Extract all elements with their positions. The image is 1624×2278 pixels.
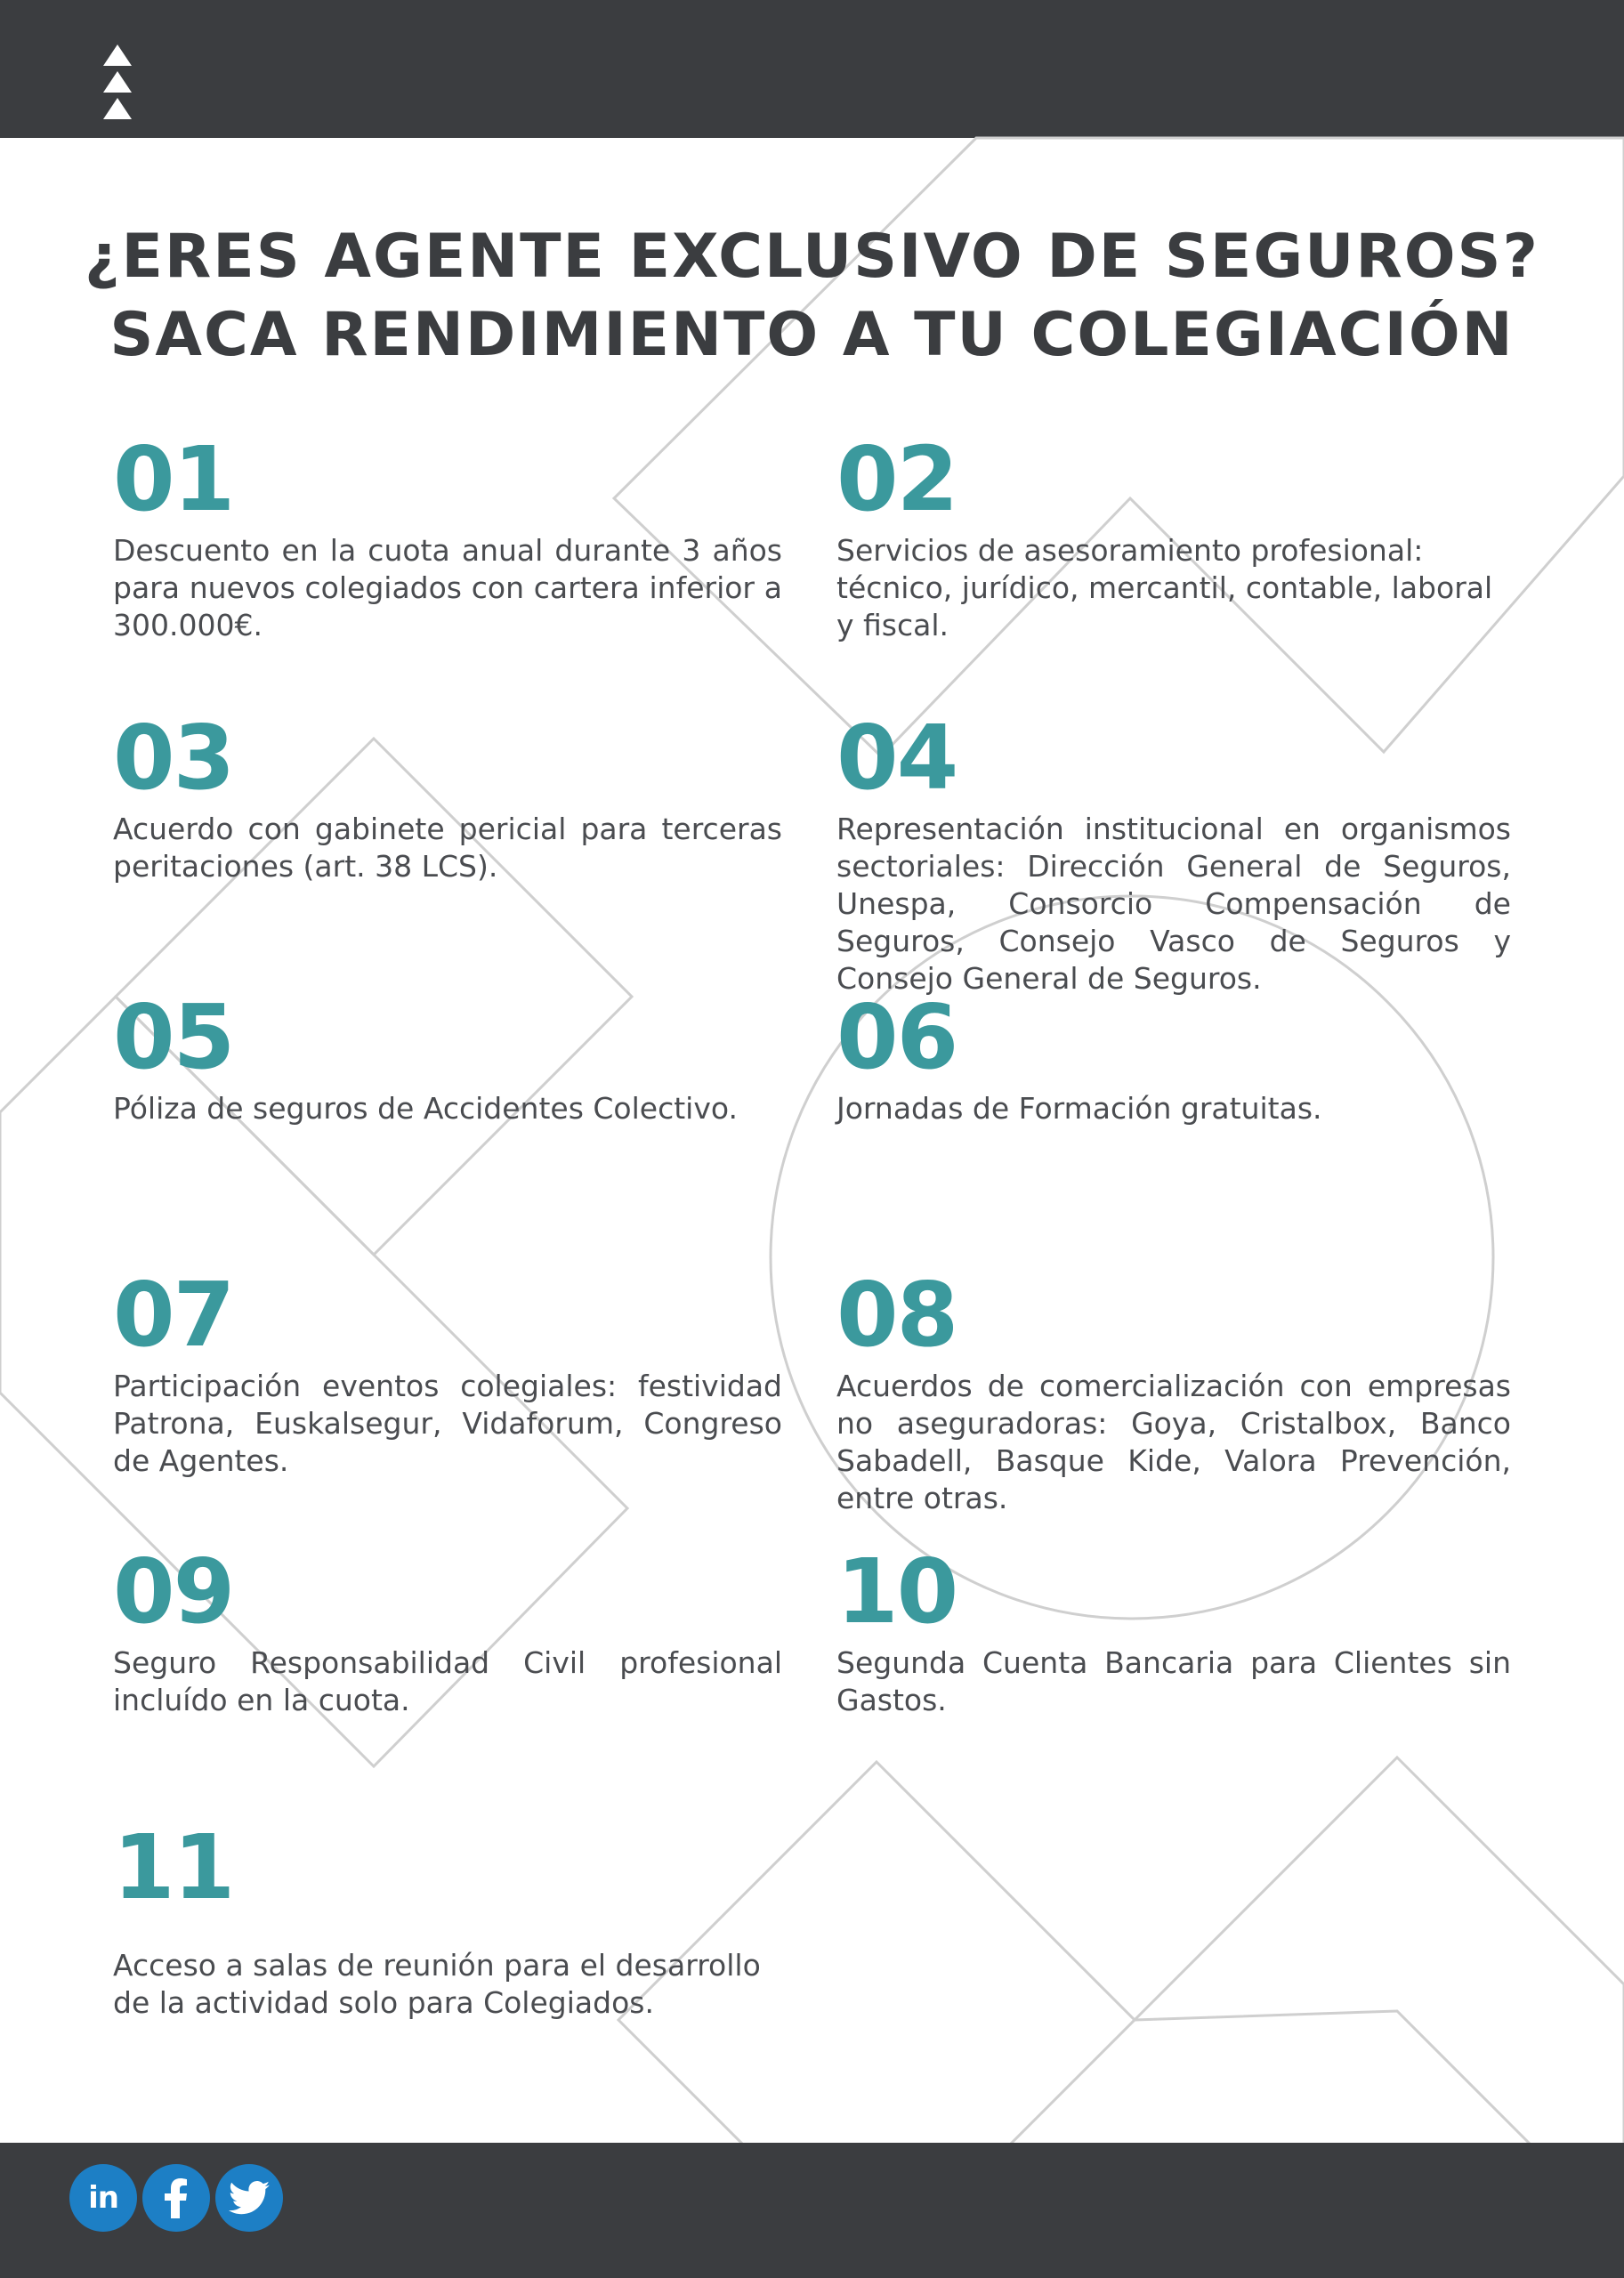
benefit-text: Segunda Cuenta Bancaria para Clientes sin Gastos.: [836, 1645, 1511, 1717]
benefit-number: 08: [836, 1263, 957, 1367]
benefit-text: Jornadas de Formación gratuitas.: [836, 1091, 1322, 1126]
twitter-glyph: [229, 2181, 270, 2215]
benefit-text: Acuerdo con gabinete pericial para terceras peritaciones (art. 38 LCS).: [113, 812, 782, 884]
facebook-icon[interactable]: [142, 2164, 210, 2232]
benefit-item-10: [836, 1539, 1511, 1719]
benefit-item-04: [836, 706, 1511, 998]
benefit-item-08: [836, 1263, 1511, 1517]
benefit-item-01: [113, 427, 782, 644]
benefit-item-06: [836, 985, 1511, 1127]
page-title: [0, 218, 1624, 375]
benefit-number: 01: [113, 427, 234, 531]
benefit-number: 02: [836, 427, 957, 531]
logo-triangles-icon: [100, 44, 135, 130]
facebook-glyph: [163, 2177, 190, 2218]
title-line-1: ¿ERES AGENTE EXCLUSIVO DE SEGUROS?: [85, 222, 1539, 292]
linkedin-icon[interactable]: [69, 2164, 137, 2232]
benefit-item-09: [113, 1539, 782, 1719]
benefit-item-07: [113, 1263, 782, 1480]
benefit-text: Póliza de seguros de Accidentes Colectivo.: [113, 1091, 738, 1126]
benefit-number: 03: [113, 706, 234, 810]
benefit-number: 09: [113, 1539, 234, 1644]
benefit-number: 04: [836, 706, 957, 810]
benefit-number: 10: [836, 1539, 957, 1644]
twitter-icon[interactable]: [215, 2164, 283, 2232]
benefit-text: Acceso a salas de reunión para el desarrollo de la actividad solo para Colegiados.: [113, 1948, 761, 2020]
title-line-2: SACA RENDIMIENTO A TU COLEGIACIÓN: [109, 300, 1515, 370]
header-bar: [0, 0, 1624, 138]
benefit-text: Seguro Responsabilidad Civil profesional incluído en la cuota.: [113, 1645, 782, 1717]
benefit-item-03: [113, 706, 782, 885]
benefit-number: 11: [113, 1815, 234, 1919]
benefit-number: 05: [113, 985, 234, 1089]
benefit-item-02: [836, 427, 1511, 644]
benefit-item-05: [113, 985, 782, 1127]
benefit-item-11: [113, 1815, 782, 2022]
benefit-number: 06: [836, 985, 957, 1089]
benefit-text: Descuento en la cuota anual durante 3 años para nuevos colegiados con cartera inferior a 300.000€.: [113, 533, 782, 642]
linkedin-label: in: [88, 2180, 118, 2216]
benefit-number: 07: [113, 1263, 234, 1367]
benefit-text: Acuerdos de comercialización con empresas no aseguradoras: Goya, Cristalbox, Banco Sabadell, Basque Kide, Valora Prevención, entre otras.: [836, 1369, 1511, 1515]
benefit-text: Representación institucional en organismos sectoriales: Dirección General de Seguros, Unespa, Consorcio Compensación de Seguros, Consejo Vasco de Seguros y Consejo General de Seguros.: [836, 812, 1511, 996]
benefit-text: Servicios de asesoramiento profesional: técnico, jurídico, mercantil, contable, laboral y fiscal.: [836, 533, 1493, 642]
benefit-text: Participación eventos colegiales: festividad Patrona, Euskalsegur, Vidaforum, Congreso de Agentes.: [113, 1369, 782, 1478]
